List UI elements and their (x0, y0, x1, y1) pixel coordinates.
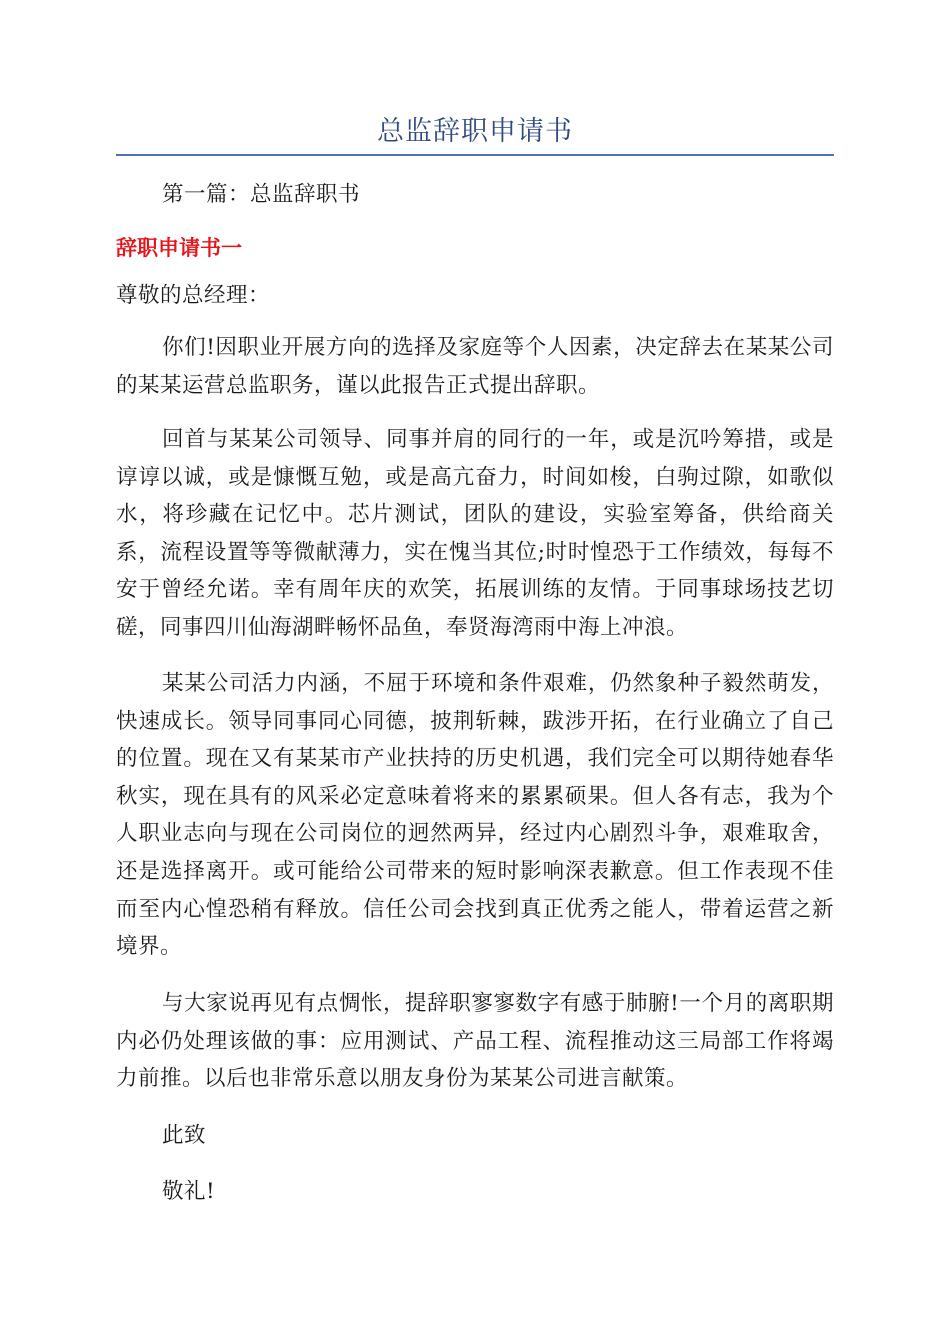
section-heading: 辞职申请书一 (116, 236, 242, 260)
title-underline (116, 154, 834, 156)
document-subtitle: 第一篇：总监辞职书 (162, 182, 361, 207)
closing-line-1: 此致 (162, 1123, 207, 1148)
document-title: 总监辞职申请书 (377, 116, 573, 147)
paragraph-3: 某某公司活力内涵，不屈于环境和条件艰难，仍然象种子毅然萌发，快速成长。领导同事同心同德，披荆斩棘，跋涉开拓，在行业确立了自己的位置。现在又有某某市产业扶持的历史机遇，我们完全可以期待她春华秋实，现在具有的风采必定意味着将来的累累硕果。但人各有志，我为个人职业志向与现在公司岗位的迥然两异，经过内心剧烈斗争，艰难取舍，还是选择离开。或可能给公司带来的短时影响深表歉意。但工作表现不佳而至内心惶恐稍有释放。信任公司会找到真正优秀之能人，带着运营之新境界。 (116, 671, 834, 960)
paragraph-1: 你们!因职业开展方向的选择及家庭等个人因素，决定辞去在某某公司的某某运营总监职务，谨以此报告正式提出辞职。 (116, 335, 834, 398)
salutation: 尊敬的总经理： (116, 283, 271, 308)
closing-line-2: 敬礼! (162, 1179, 216, 1204)
paragraph-4: 与大家说再见有点惆怅，提辞职寥寥数字有感于肺腑!一个月的离职期内必仍处理该做的事：应用测试、产品工程、流程推动这三局部工作将竭力前推。以后也非常乐意以朋友身份为某某公司进言献策。 (116, 991, 834, 1092)
paragraph-2: 回首与某某公司领导、同事并肩的同行的一年，或是沉吟筹措，或是谆谆以诚，或是慷慨互勉，或是高亢奋力，时间如梭，白驹过隙，如歌似水，将珍藏在记忆中。芯片测试，团队的建设，实验室筹备，供给商关系，流程设置等等微献薄力，实在愧当其位;时时惶恐于工作绩效，每每不安于曾经允诺。幸有周年庆的欢笑，拓展训练的友情。于同事球场技艺切磋，同事四川仙海湖畔畅怀品鱼，奉贤海湾雨中海上冲浪。 (116, 427, 834, 640)
